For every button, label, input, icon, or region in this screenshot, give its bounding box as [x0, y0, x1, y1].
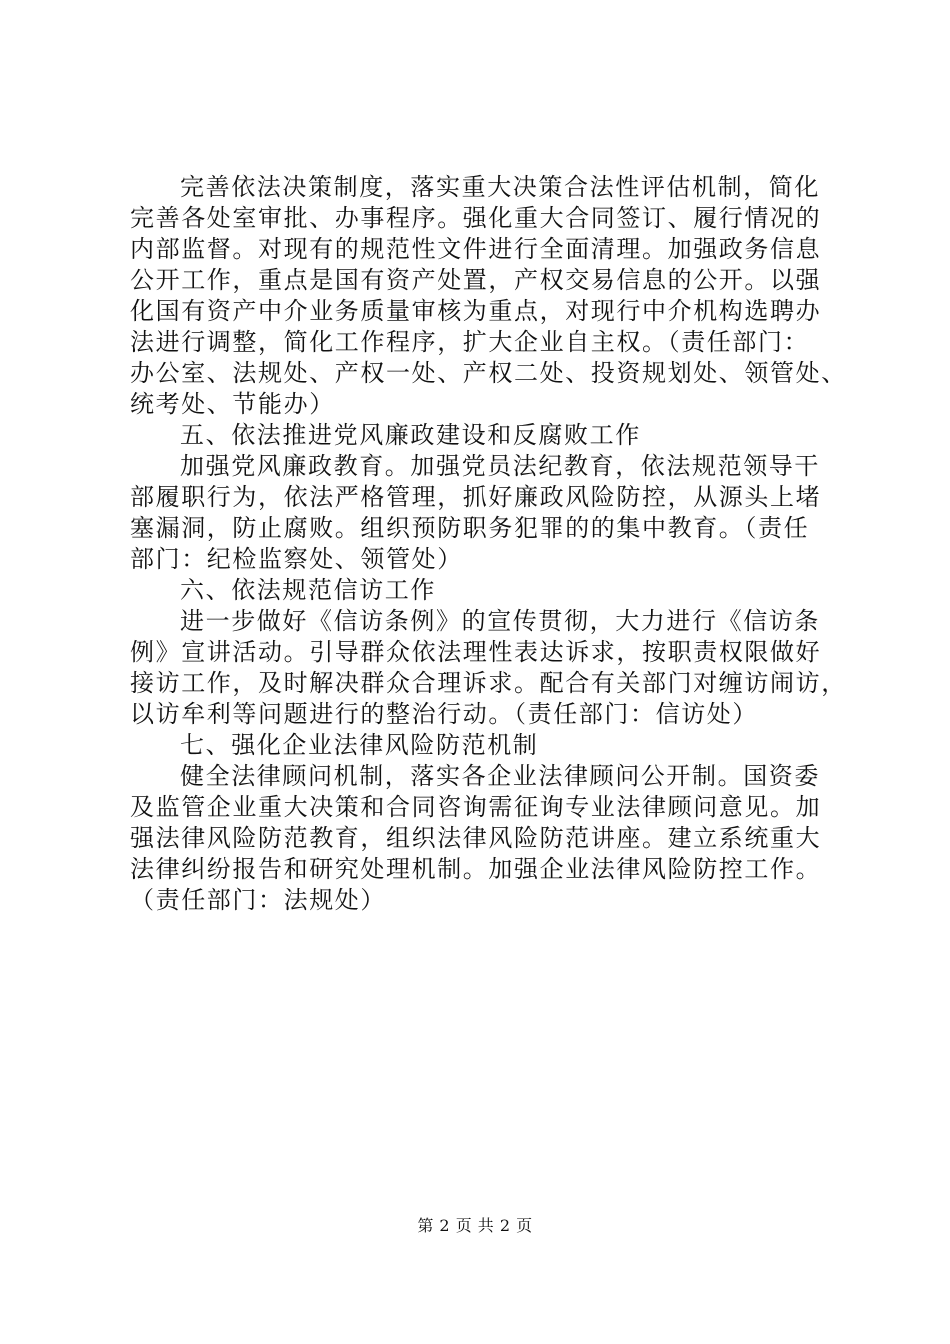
text-line: 公开工作，重点是国有资产处置，产权交易信息的公开。以强 [130, 266, 822, 294]
text-line: 强法律风险防范教育，组织法律风险防范讲座。建立系统重大 [130, 824, 822, 852]
text-line: 部履职行为，依法严格管理，抓好廉政风险防控，从源头上堵 [130, 483, 822, 511]
text-line: 化国有资产中介业务质量审核为重点，对现行中介机构选聘办 [130, 297, 822, 325]
text-line: 法进行调整，简化工作程序，扩大企业自主权。（责任部门： [130, 328, 810, 356]
text-line: 完善依法决策制度，落实重大决策合法性评估机制，简化 [180, 173, 820, 201]
text-line: 内部监督。对现有的规范性文件进行全面清理。加强政务信息 [130, 235, 822, 263]
text-line: 接访工作，及时解决群众合理诉求。配合有关部门对缠访闹访， [130, 669, 847, 697]
text-line: 部门：纪检监察处、领管处） [130, 545, 463, 573]
text-line: 塞漏洞，防止腐败。组织预防职务犯罪的的集中教育。（责任 [130, 514, 810, 542]
text-line: 完善各处室审批、办事程序。强化重大合同签订、履行情况的 [130, 204, 822, 232]
text-line: 例》宣讲活动。引导群众依法理性表达诉求，按职责权限做好 [130, 638, 822, 666]
text-line: 以访牟利等问题进行的整治行动。（责任部门：信访处） [130, 700, 758, 728]
text-line: 及监管企业重大决策和合同咨询需征询专业法律顾问意见。加 [130, 793, 822, 821]
text-line: 法律纠纷报告和研究处理机制。加强企业法律风险防控工作。 [130, 855, 822, 883]
text-line: 办公室、法规处、产权一处、产权二处、投资规划处、领管处、 [130, 359, 847, 387]
text-line: 七、强化企业法律风险防范机制 [180, 731, 539, 759]
text-line: （责任部门：法规处） [130, 886, 386, 914]
document-body [130, 172, 854, 916]
text-line: 加强党风廉政教育。加强党员法纪教育，依法规范领导干 [180, 452, 820, 480]
text-line: 六、依法规范信访工作 [180, 576, 436, 604]
text-line: 统考处、节能办） [130, 390, 335, 418]
text-line: 健全法律顾问机制，落实各企业法律顾问公开制。国资委 [180, 762, 820, 790]
page-footer: 第 2 页 共 2 页 [417, 1216, 533, 1235]
text-line: 进一步做好《信访条例》的宣传贯彻，大力进行《信访条 [180, 607, 820, 635]
text-line: 五、依法推进党风廉政建设和反腐败工作 [180, 421, 641, 449]
